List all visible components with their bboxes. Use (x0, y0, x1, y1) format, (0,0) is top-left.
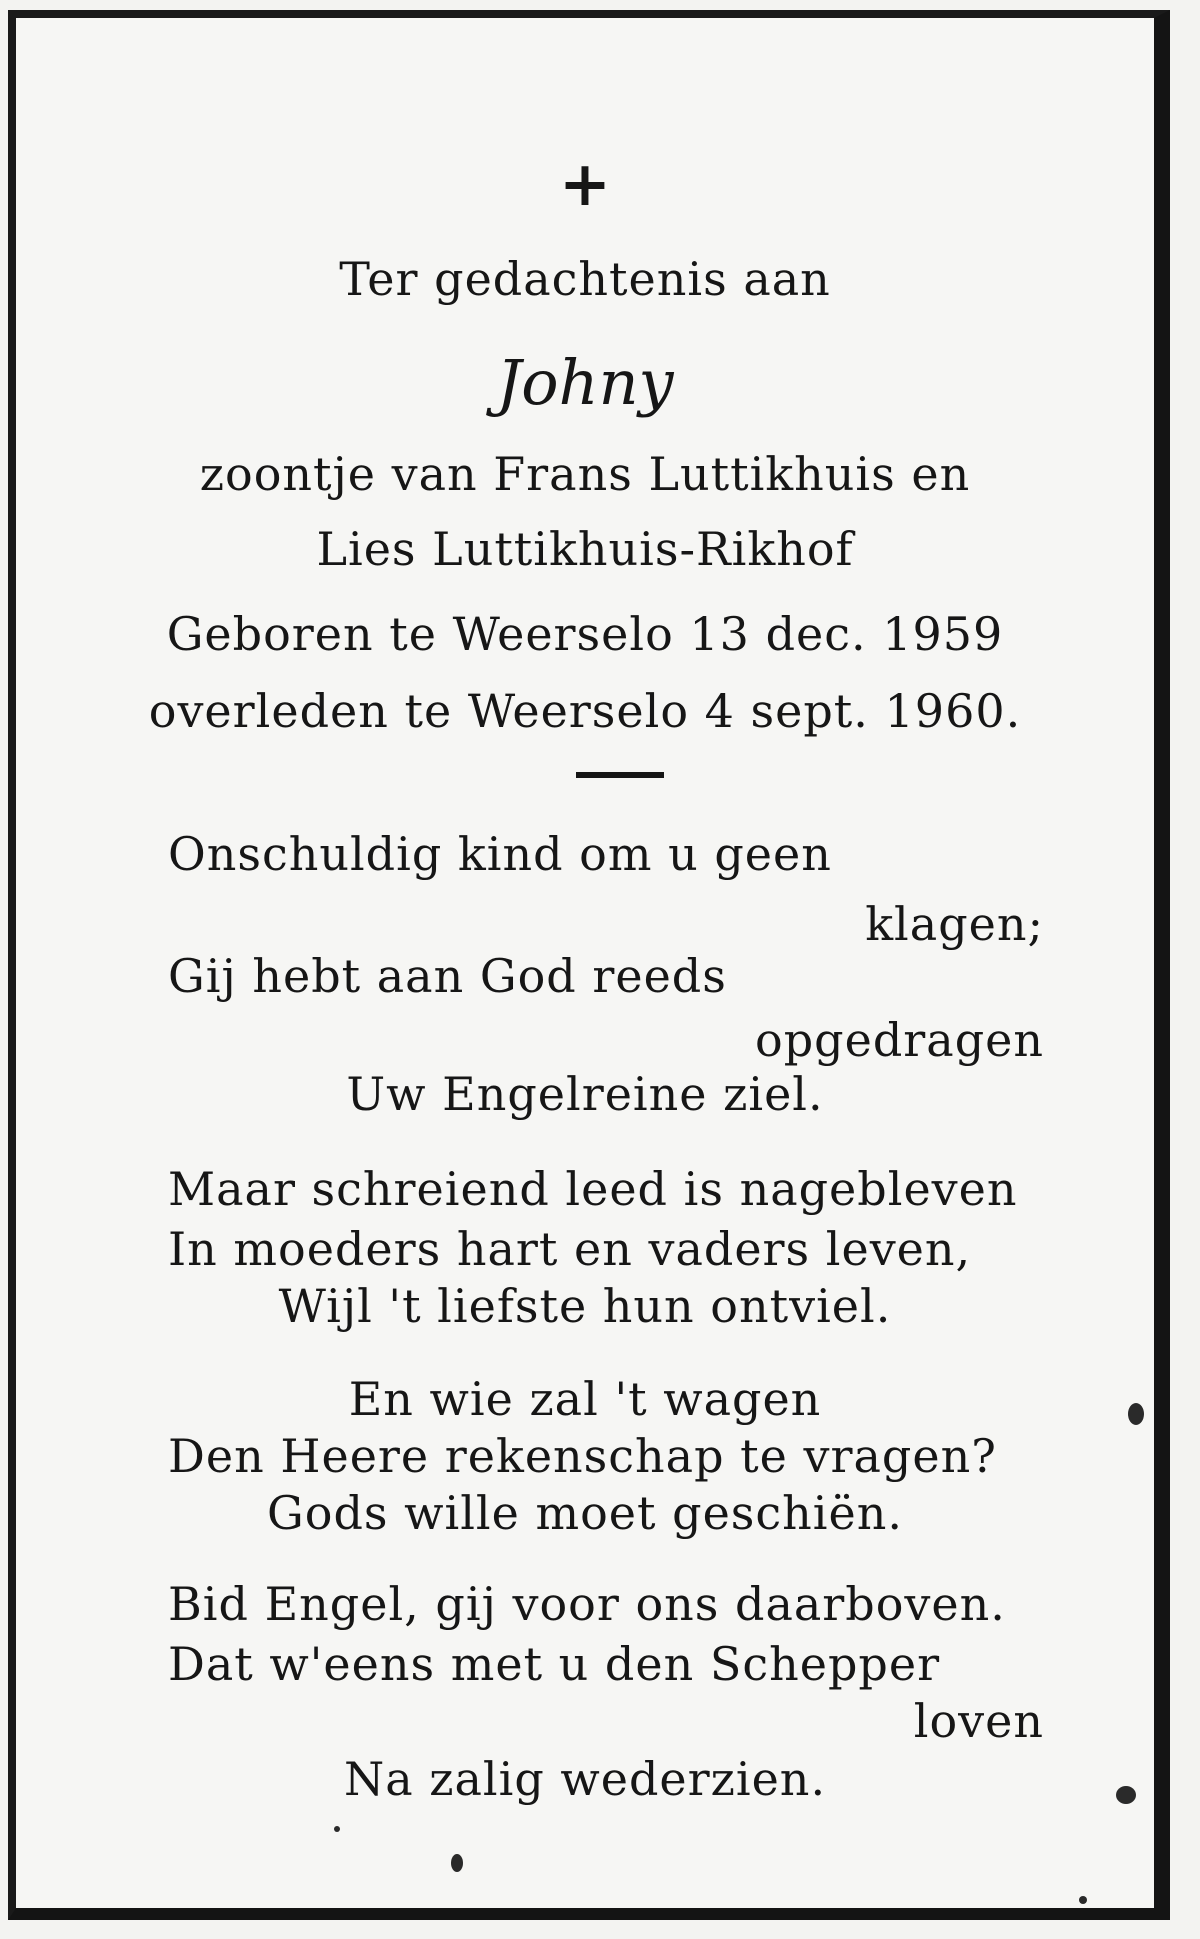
divider (576, 772, 664, 778)
ink-speck (334, 1826, 340, 1832)
poem-line: Na zalig wederzien. (343, 1752, 827, 1806)
parents-line-2: Lies Luttikhuis-Rikhof (316, 522, 854, 576)
poem-line: Den Heere rekenschap te vragen? (168, 1429, 997, 1483)
poem-line: klagen; (865, 897, 1044, 951)
death-line: overleden te Weerselo 4 sept. 1960. (148, 684, 1022, 738)
ink-speck (1116, 1786, 1136, 1804)
ink-speck (1079, 1896, 1087, 1904)
birth-line: Geboren te Weerselo 13 dec. 1959 (166, 607, 1004, 661)
parents-line-1: zoontje van Frans Luttikhuis en (199, 447, 971, 501)
deceased-name: Johny (496, 346, 674, 419)
poem-line: Onschuldig kind om u geen (168, 827, 832, 881)
poem-line: Dat w'eens met u den Schepper (168, 1637, 941, 1691)
ink-speck (1128, 1403, 1144, 1425)
poem-line: Bid Engel, gij voor ons daarboven. (168, 1577, 1006, 1631)
memorial-card (8, 10, 1170, 1920)
poem-line: Wijl 't liefste hun ontviel. (278, 1279, 892, 1333)
poem-line: Gods wille moet geschiën. (267, 1486, 903, 1540)
poem-line: En wie zal 't wagen (348, 1372, 822, 1426)
poem-line: Gij hebt aan God reeds (168, 949, 727, 1003)
poem-line: Uw Engelreine ziel. (346, 1067, 824, 1121)
poem-line: Maar schreiend leed is nagebleven (168, 1162, 1018, 1216)
cross-icon: + (559, 147, 611, 220)
poem-line: opgedragen (755, 1013, 1044, 1067)
intro-line: Ter gedachtenis aan (339, 252, 831, 306)
ink-speck (451, 1854, 463, 1872)
card-content (16, 18, 1154, 1908)
poem-line: loven (913, 1694, 1044, 1748)
poem-line: In moeders hart en vaders leven, (168, 1222, 972, 1276)
